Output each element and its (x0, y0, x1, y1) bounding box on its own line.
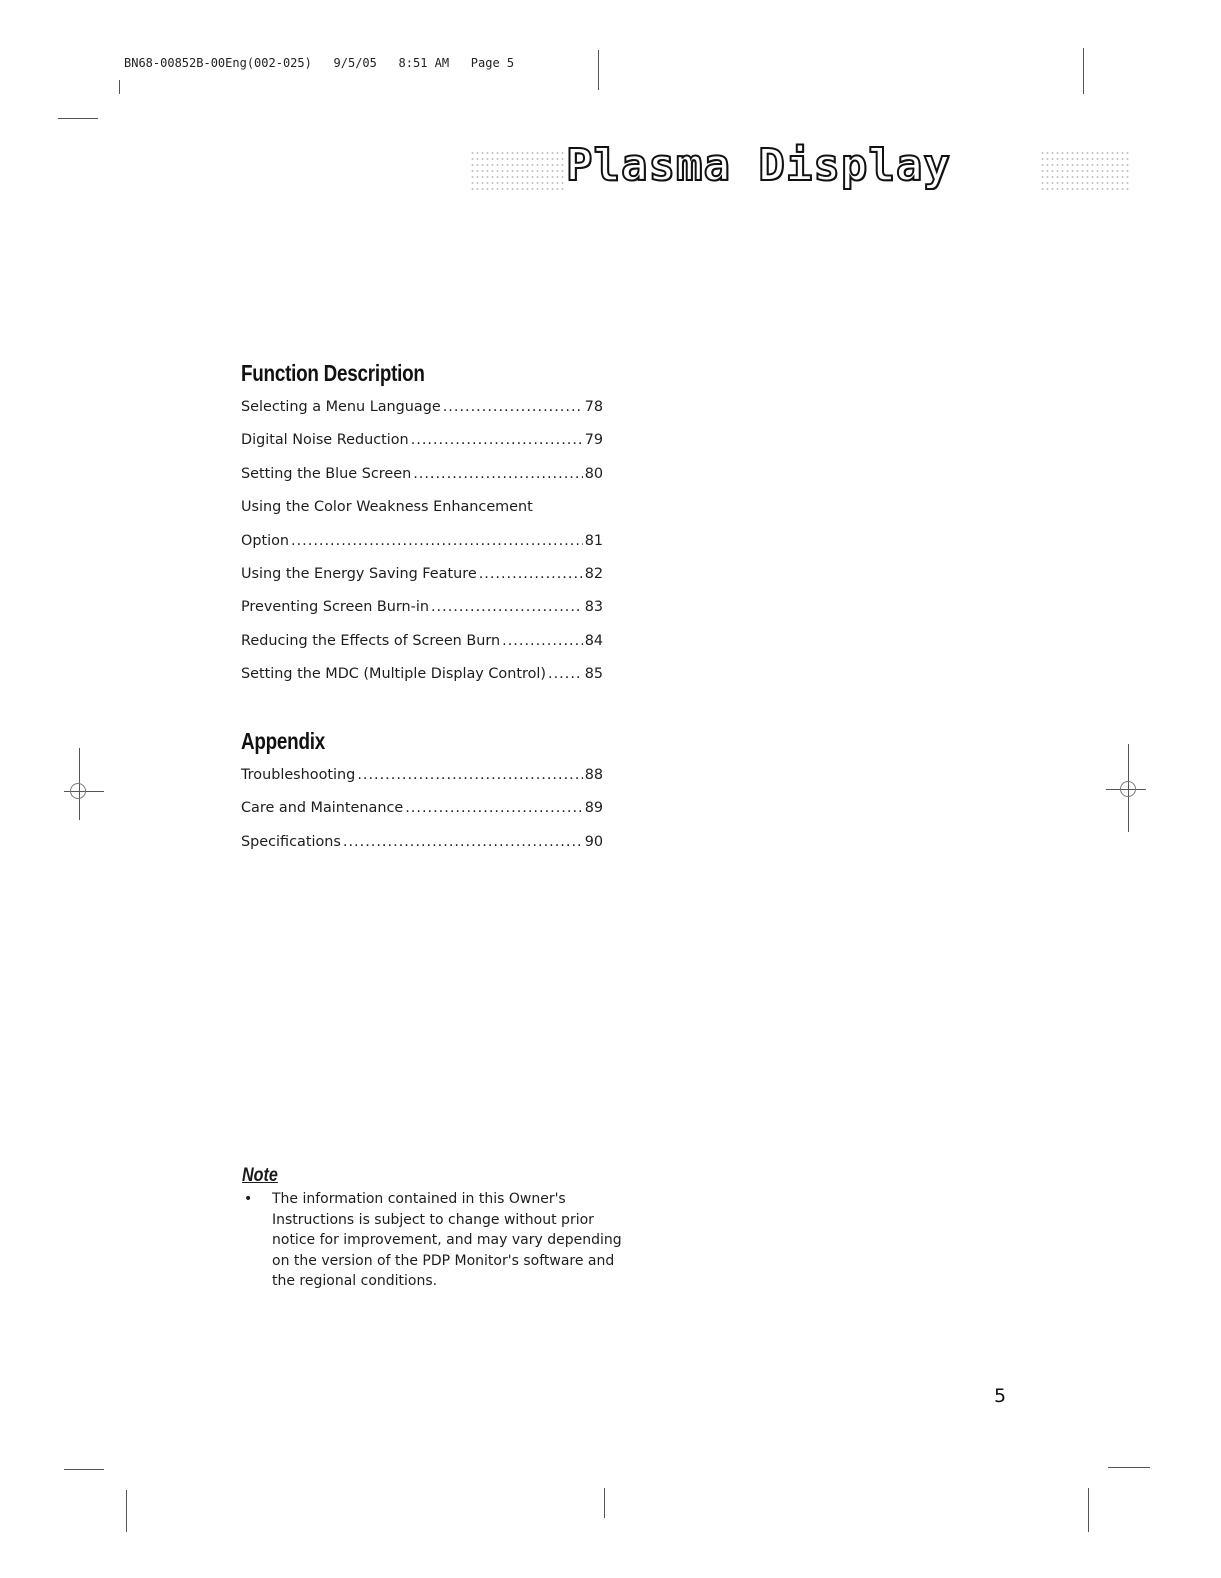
page-number: 5 (994, 1385, 1007, 1407)
toc-entry-label: Setting the MDC (Multiple Display Control) (241, 666, 547, 683)
section-heading: Function Description (241, 360, 425, 386)
toc-leader-dots (502, 633, 583, 649)
toc-entry-page: 78 (584, 399, 603, 415)
section-heading: Appendix (241, 728, 325, 754)
toc-entry (241, 566, 603, 599)
toc-entry (241, 666, 603, 699)
toc-entry-label: Specifications (241, 833, 341, 850)
toc-entry-page: 89 (584, 800, 603, 817)
toc-leader-dots (291, 533, 583, 549)
registration-mark-right (1120, 781, 1136, 797)
toc-entry-label: Using the Energy Saving Feature (241, 565, 477, 582)
toc-entry-page: 83 (584, 599, 603, 616)
toc-entry (241, 834, 603, 867)
toc-leader-dots (548, 666, 583, 682)
note-item (242, 1189, 622, 1292)
crop-mark-bottom-right-v (1088, 1488, 1089, 1532)
note-box (242, 1165, 622, 1292)
toc-entry-page: 85 (584, 666, 603, 683)
crop-mark-bottom-center-v (604, 1488, 605, 1518)
bullet-icon: • (244, 1191, 253, 1207)
toc-entry-label: Option (241, 532, 290, 549)
toc-leader-dots (413, 466, 583, 482)
registration-mark-left (70, 783, 86, 799)
toc-entry-label: Digital Noise Reduction (241, 432, 409, 449)
toc-entry-label: Setting the Blue Screen (241, 465, 412, 482)
toc-leader-dots (443, 399, 583, 415)
crop-mark-bottom-right-h (1108, 1467, 1150, 1468)
crop-mark-bottom-left-v (126, 1490, 127, 1532)
crop-mark-bottom-left-h (64, 1469, 104, 1470)
toc-entry-label: Using the Color Weakness Enhancement (241, 499, 533, 516)
toc-leader-dots (405, 800, 582, 816)
toc-entry-page: 79 (584, 432, 603, 449)
toc-entry (241, 466, 603, 499)
toc-entry (241, 767, 603, 800)
crop-mark-top-right-v (1083, 48, 1084, 94)
toc-entry-page: 88 (584, 767, 603, 783)
toc-entry-label: Preventing Screen Burn-in (241, 599, 429, 616)
toc-entry (241, 633, 603, 666)
plasma-display-logo: Plasma Display (566, 140, 951, 191)
toc-entry-label: Reducing the Effects of Screen Burn (241, 632, 501, 649)
crop-mark-top-center-v (598, 50, 599, 90)
note-text: The information contained in this Owner's Instructions is subject to change without prior notice for improvement, and may vary depending on the version of the PDP Monitor's software and the regional conditions. (272, 1191, 622, 1289)
toc-entry-page: 82 (584, 565, 603, 582)
toc-entry-page: 81 (584, 532, 603, 549)
toc-entry (241, 432, 603, 465)
toc-entry-label: Troubleshooting (241, 767, 356, 783)
toc-leader-dots (357, 767, 582, 783)
toc-entry-page: 90 (584, 833, 603, 850)
logo-texture-left (470, 150, 566, 194)
toc-entry (241, 499, 603, 532)
crop-mark-top-left-h (58, 118, 98, 119)
toc-entry (241, 800, 603, 833)
toc-entry-label: Care and Maintenance (241, 800, 404, 817)
toc-entry (241, 399, 603, 432)
toc-entry-page: 84 (584, 632, 603, 649)
toc-leader-dots (411, 432, 583, 448)
print-slug: BN68-00852B-00Eng(002-025) 9/5/05 8:51 AM Page 5 (124, 56, 515, 70)
toc-entry-page: 80 (584, 465, 603, 482)
toc-leader-dots (431, 599, 583, 615)
note-title: Note (242, 1165, 278, 1186)
toc-entry-label: Selecting a Menu Language (241, 399, 441, 415)
toc-leader-dots (479, 566, 583, 582)
toc-leader-dots (343, 834, 583, 850)
crop-mark-top-left-v (119, 80, 120, 94)
toc-section-appendix (241, 728, 603, 867)
toc-section-function-description (241, 360, 603, 700)
toc-entry (241, 599, 603, 632)
toc-entry (241, 533, 603, 566)
logo-texture-right (1040, 150, 1130, 194)
